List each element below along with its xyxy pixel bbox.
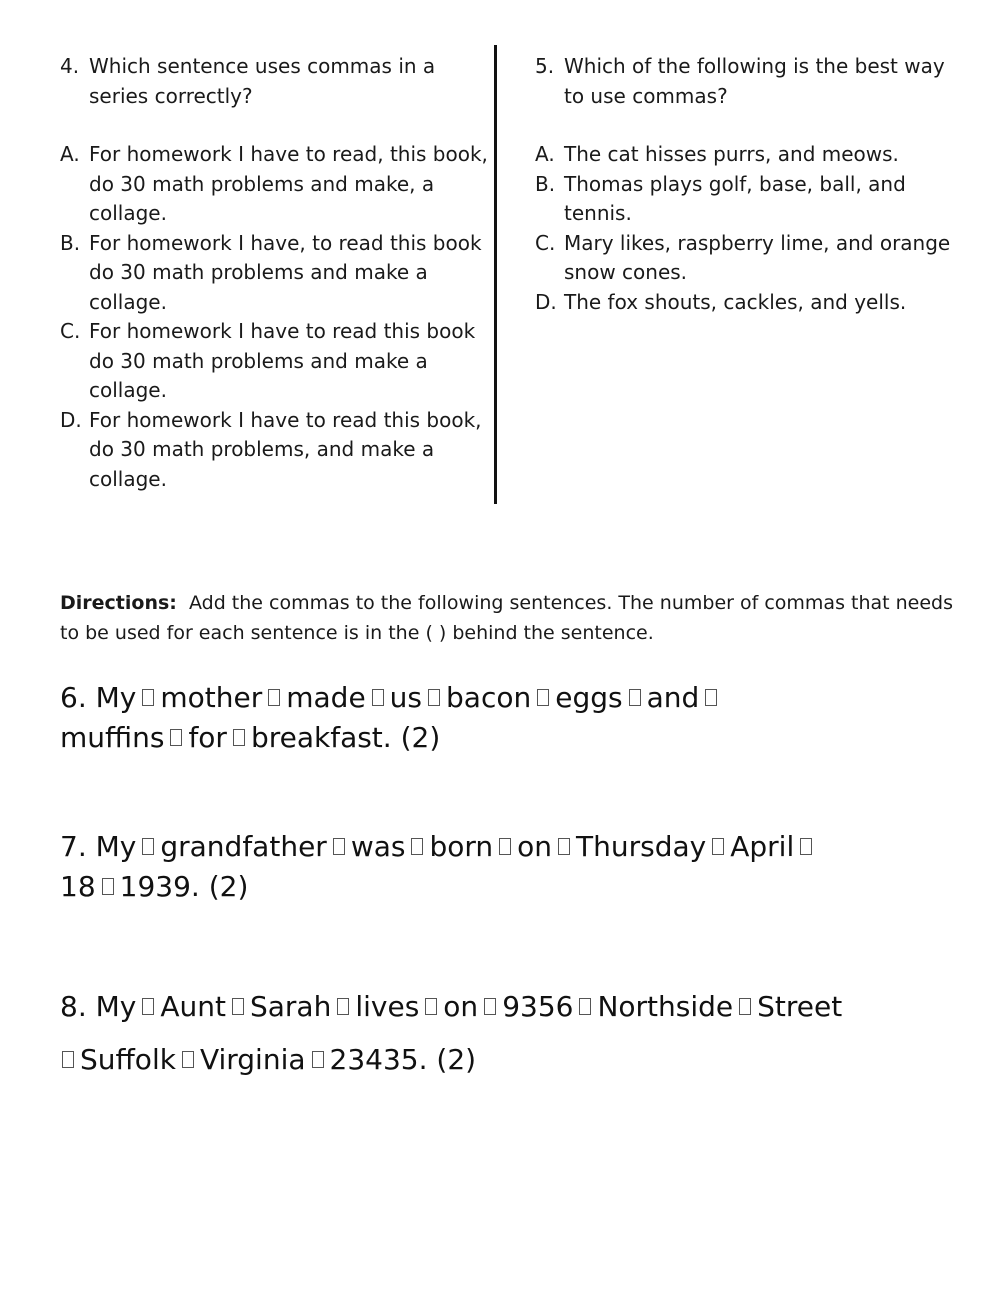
- sentence-word: Street: [757, 990, 843, 1023]
- sentence-word: 1939.: [119, 870, 200, 903]
- sentence-word: born: [429, 830, 494, 863]
- comma-box[interactable]: [170, 729, 182, 746]
- option-letter: D.: [535, 289, 557, 314]
- answer-option-b[interactable]: [60, 229, 490, 318]
- comma-box[interactable]: [142, 689, 154, 706]
- question-5: [535, 52, 965, 317]
- option-letter: C.: [60, 319, 81, 343]
- option-text: Thomas plays golf, base, ball, and tennis.: [564, 171, 906, 225]
- comma-count: (2): [436, 1043, 477, 1076]
- answer-option-a[interactable]: [535, 140, 965, 170]
- sentence-word: bacon: [446, 681, 532, 714]
- comma-box[interactable]: [537, 689, 549, 706]
- sentence-number: 6.: [60, 681, 87, 714]
- answer-option-c[interactable]: [535, 229, 965, 288]
- question-4: [60, 52, 490, 494]
- answer-option-c[interactable]: [60, 317, 490, 406]
- comma-box[interactable]: [372, 689, 384, 706]
- sentence-word: 18: [60, 870, 96, 903]
- sentence-word: was: [350, 830, 406, 863]
- comma-box[interactable]: [579, 998, 591, 1015]
- sentence-word: April: [730, 830, 795, 863]
- option-text: The fox shouts, cackles, and yells.: [564, 289, 907, 314]
- sentence-word: lives: [355, 990, 420, 1023]
- sentence-word: Sarah: [249, 990, 332, 1023]
- sentence-word: and: [646, 681, 700, 714]
- question-4-prompt-row: [60, 52, 490, 111]
- option-letter: B.: [535, 171, 556, 196]
- sentence-word: made: [286, 681, 366, 714]
- sentence-word: Northside: [597, 990, 734, 1023]
- question-number: 4.: [60, 54, 80, 78]
- sentence-word: breakfast.: [250, 721, 392, 754]
- question-4-options: [60, 140, 490, 494]
- comma-box[interactable]: [142, 998, 154, 1015]
- directions-text: Add the commas to the following sentences. The number of commas that needs to be used for each sentence is in the ( ) behind the sentence.: [60, 592, 954, 644]
- sentence-word: My: [95, 830, 137, 863]
- comma-box[interactable]: [142, 838, 154, 855]
- answer-option-d[interactable]: [535, 288, 965, 318]
- comma-count: (2): [400, 721, 441, 754]
- option-letter: A.: [60, 142, 80, 166]
- sentence-8: [60, 980, 970, 1086]
- comma-box[interactable]: [62, 1051, 74, 1068]
- option-letter: D.: [60, 407, 82, 432]
- comma-box[interactable]: [425, 998, 437, 1015]
- comma-box[interactable]: [712, 838, 724, 855]
- sentence-word: My: [95, 681, 137, 714]
- comma-box[interactable]: [484, 998, 496, 1015]
- option-text: Mary likes, raspberry lime, and orange snow cones.: [564, 230, 951, 284]
- comma-box[interactable]: [102, 878, 114, 895]
- comma-box[interactable]: [428, 689, 440, 706]
- answer-option-b[interactable]: [535, 170, 965, 229]
- sentence-word: mother: [160, 681, 263, 714]
- option-letter: B.: [60, 230, 81, 255]
- comma-box[interactable]: [800, 838, 812, 855]
- comma-count: (2): [208, 870, 249, 903]
- question-number: 5.: [535, 54, 555, 78]
- directions-label: Directions:: [60, 592, 177, 614]
- sentence-word: grandfather: [160, 830, 327, 863]
- sentence-word: My: [95, 990, 137, 1023]
- sentence-number: 7.: [60, 830, 87, 863]
- comma-box[interactable]: [333, 838, 345, 855]
- comma-box[interactable]: [739, 998, 751, 1015]
- comma-box[interactable]: [499, 838, 511, 855]
- question-prompt: Which sentence uses commas in a series correctly?: [89, 54, 436, 108]
- sentence-number: 8.: [60, 990, 87, 1023]
- comma-box[interactable]: [629, 689, 641, 706]
- comma-box[interactable]: [233, 729, 245, 746]
- sentence-word: Suffolk: [80, 1043, 176, 1076]
- sentence-word: muffins: [60, 721, 165, 754]
- question-prompt: Which of the following is the best way to use commas?: [564, 54, 945, 108]
- answer-option-a[interactable]: [60, 140, 490, 229]
- option-text: For homework I have to read, this book, do 30 math problems and make, a collage.: [89, 142, 488, 225]
- option-letter: A.: [535, 142, 555, 166]
- column-divider: [494, 45, 497, 504]
- question-5-options: [535, 140, 965, 317]
- comma-box[interactable]: [705, 689, 717, 706]
- comma-box[interactable]: [182, 1051, 194, 1068]
- comma-box[interactable]: [268, 689, 280, 706]
- directions: [60, 589, 960, 648]
- sentence-word: 23435.: [329, 1043, 428, 1076]
- sentence-word: us: [389, 681, 423, 714]
- answer-option-d[interactable]: [60, 406, 490, 495]
- sentence-word: Aunt: [160, 990, 226, 1023]
- sentence-word: on: [517, 830, 553, 863]
- comma-box[interactable]: [232, 998, 244, 1015]
- question-5-prompt-row: [535, 52, 965, 111]
- sentence-word: Thursday: [576, 830, 707, 863]
- option-text: The cat hisses purrs, and meows.: [564, 142, 899, 166]
- sentence-word: eggs: [555, 681, 623, 714]
- comma-box[interactable]: [337, 998, 349, 1015]
- sentence-word: 9356: [502, 990, 574, 1023]
- sentence-word: for: [188, 721, 227, 754]
- option-text: For homework I have, to read this book do 30 math problems and make a collage.: [89, 230, 482, 314]
- sentence-6: [60, 678, 970, 758]
- sentence-word: Virginia: [199, 1043, 306, 1076]
- comma-box[interactable]: [312, 1051, 324, 1068]
- comma-box[interactable]: [558, 838, 570, 855]
- option-text: For homework I have to read this book, do 30 math problems, and make a collage.: [89, 407, 482, 491]
- sentence-7: [60, 827, 970, 907]
- comma-box[interactable]: [411, 838, 423, 855]
- option-letter: C.: [535, 230, 556, 255]
- option-text: For homework I have to read this book do 30 math problems and make a collage.: [89, 319, 476, 402]
- sentence-word: on: [443, 990, 479, 1023]
